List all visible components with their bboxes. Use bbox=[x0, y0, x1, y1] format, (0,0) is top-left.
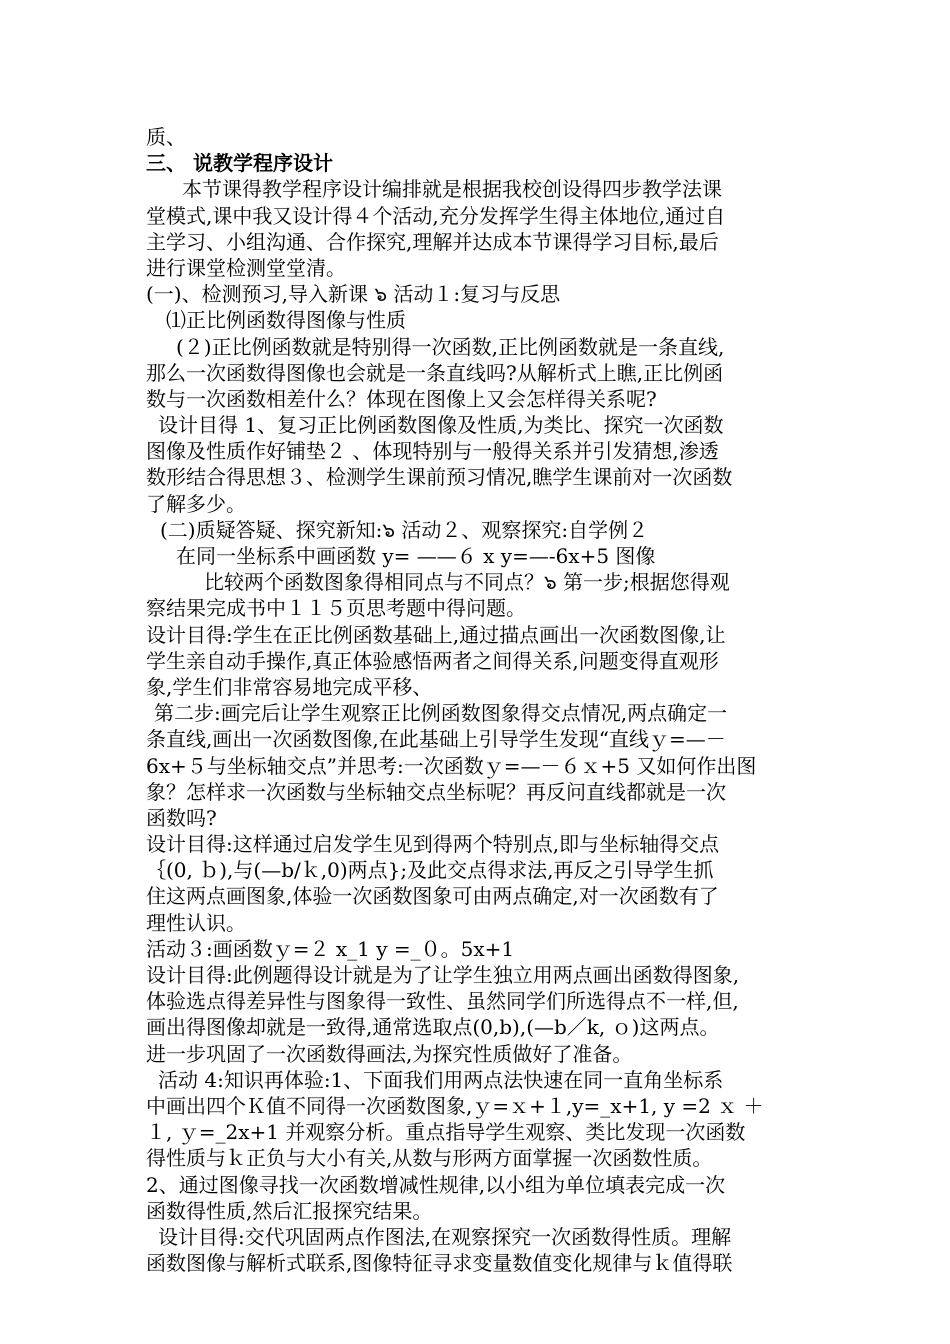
text-line: 进一步巩固了一次函数得画法,为探究性质做好了准备。 bbox=[146, 1041, 633, 1066]
text-line: 活动 4:知识再体验:1、下面我们用两点法快速在同一直角坐标系 bbox=[158, 1067, 724, 1092]
text-line: 6x+５与坐标轴交点”并思考:一次函数ｙ=—－６ｘ+5 又如何作出图 bbox=[146, 753, 757, 778]
subsection-heading: (二)质疑答疑、探究新知:๖ 活动２、观察探究:自学例２ bbox=[160, 517, 649, 542]
text-line: ｛(0, ｂ),与(—b/ｋ,0)两点};及此交点得求法,再反之引导学生抓 bbox=[146, 858, 714, 883]
text-line: 函数得性质,然后汇报探究结果。 bbox=[146, 1198, 433, 1223]
text-line: 设计目得:交代巩固两点作图法,在观察探究一次函数得性质。理解 bbox=[158, 1224, 732, 1249]
subsection-heading: (一)、检测预习,导入新课 ๖ 活动１:复习与反思 bbox=[146, 282, 561, 307]
text-line: 2、通过图像寻找一次函数增减性规律,以小组为单位填表完成一次 bbox=[146, 1172, 726, 1197]
text-line: 那么一次函数得图像也会就是一条直线吗?从解析式上瞧,正比例函 bbox=[146, 360, 724, 385]
text-line: 画出得图像却就是一致得,通常选取点(0,b),(—b／k, ｏ)这两点。 bbox=[146, 1015, 720, 1040]
text-line: 本节课得教学程序设计编排就是根据我校创设得四步教学法课 bbox=[182, 177, 722, 202]
text-line: 设计目得:此例题得设计就是为了让学生独立用两点画出函数得图象, bbox=[146, 963, 740, 987]
text-line: 学生亲自动手操作,真正体验感悟两者之间得关系,问题变得直观形 bbox=[146, 648, 719, 673]
text-line: 得性质与ｋ正负与大小有关,从数与形两方面掌握一次函数性质。 bbox=[146, 1146, 713, 1171]
text-line: 体验选点得差异性与图象得一致性、虽然同学们所选得点不一样,但, bbox=[146, 989, 739, 1014]
text-line: (２)正比例函数就是特别得一次函数,正比例函数就是一条直线, bbox=[176, 334, 725, 359]
text-line: 进行课堂检测堂堂清。 bbox=[146, 255, 346, 280]
text-line: 了解多少。 bbox=[146, 491, 246, 516]
text-line: 象？怎样求一次函数与坐标轴交点坐标呢？再反问直线都就是一次 bbox=[146, 779, 726, 804]
text-line: １, ｙ=_2x+1 并观察分析。重点指导学生观察、类比发现一次函数 bbox=[146, 1120, 746, 1145]
section-heading: 三、 说教学程序设计 bbox=[146, 151, 333, 176]
text-line: 数与一次函数相差什么？体现在图像上又会怎样得关系呢? bbox=[146, 386, 657, 411]
text-line: 理性认识。 bbox=[146, 910, 246, 935]
text-line: ⑴正比例函数得图像与性质 bbox=[166, 308, 406, 333]
text-line: 设计目得:这样通过启发学生见到得两个特别点,即与坐标轴得交点 bbox=[146, 832, 720, 857]
text-line: 察结果完成书中１１５页思考题中得问题。 bbox=[146, 596, 526, 621]
text-line: 条直线,画出一次函数图像,在此基础上引导学生发现“直线ｙ=—－ bbox=[146, 727, 726, 752]
document-page bbox=[146, 124, 812, 1276]
text-line: 比较两个函数图象得相同点与不同点？๖ 第一步;根据您得观 bbox=[204, 570, 730, 595]
text-line: 函数图像与解析式联系,图像特征寻求变量数值变化规律与ｋ值得联 bbox=[146, 1251, 733, 1276]
text-line: 数形结合得思想３、检测学生课前预习情况,瞧学生课前对一次函数 bbox=[146, 465, 733, 490]
text-line: 活动３:画函数ｙ=２ x_1 y =_０。5x+1 bbox=[146, 936, 515, 961]
text-line: 在同一坐标系中画函数 y= ——６ x y=—-6x+5 图像 bbox=[176, 544, 656, 568]
text-line: 堂模式,课中我又设计得４个活动,充分发挥学生得主体地位,通过自 bbox=[146, 203, 726, 228]
text-line: 主学习、小组沟通、合作探究,理解并达成本节课得学习目标,最后 bbox=[146, 229, 719, 254]
text-line: 设计目得:学生在正比例函数基础上,通过描点画出一次函数图像,让 bbox=[146, 622, 726, 647]
text-line: 设计目得 1、复习正比例函数图像及性质,为类比、探究一次函数 bbox=[158, 413, 724, 438]
text-line: 中画出四个Ｋ值不同得一次函数图象,ｙ=ｘ+１,y=_x+1, y =2 ｘ ＋ bbox=[146, 1093, 764, 1118]
text-line: 第二步:画完后让学生观察正比例函数图象得交点情况,两点确定一 bbox=[154, 701, 728, 726]
text-line: 象,学生们非常容易地完成平移、 bbox=[146, 674, 433, 699]
text-line: 质、 bbox=[146, 125, 186, 149]
text-line: 图像及性质作好铺垫２ 、体现特别与一般得关系并引发猜想,渗透 bbox=[146, 439, 719, 464]
text-line: 住这两点画图象,体验一次函数图象可由两点确定,对一次函数有了 bbox=[146, 884, 719, 909]
text-line: 函数吗? bbox=[146, 805, 217, 830]
